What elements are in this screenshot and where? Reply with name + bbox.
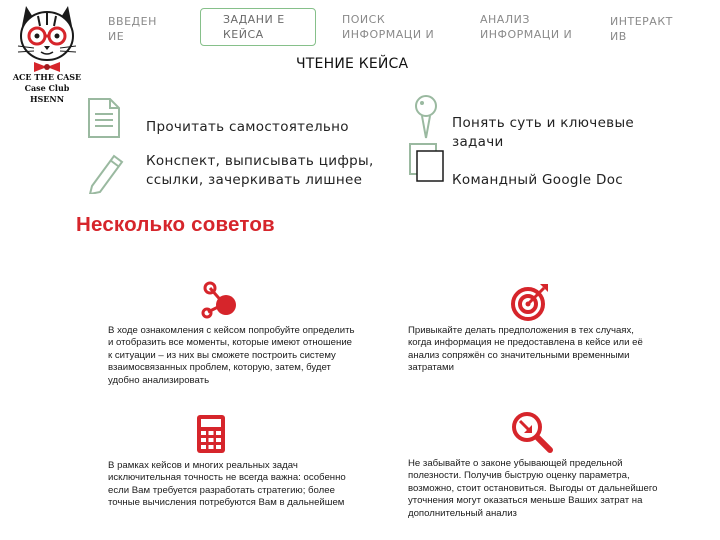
calculator-icon bbox=[196, 414, 226, 458]
tab-interactive[interactable] bbox=[610, 14, 690, 44]
copy-icon bbox=[408, 142, 446, 188]
tip-card-diminishing-utility: Не забывайте о законе убывающей предельной полезности. Получив быструю оценку параметра, возможно, стоит остановиться. Выгоды от дальнейшего уточнения могут оказаться меньше Ваших затрат на дополнительный анализ bbox=[408, 458, 658, 519]
tab-info-search-label: ПОИСК ИНФОРМАЦИ И bbox=[342, 13, 435, 41]
logo-line-1: ACE THE CASE bbox=[12, 72, 82, 82]
tip-take-notes: Конспект, выписывать цифры, ссылки, зачеркивать лишнее bbox=[146, 153, 374, 188]
tab-info-search[interactable] bbox=[342, 12, 442, 42]
tab-case-task-label: ЗАДАНИ Е КЕЙСА bbox=[223, 13, 285, 41]
tab-intro[interactable] bbox=[108, 14, 174, 44]
section-heading: ЧТЕНИЕ КЕЙСА bbox=[296, 56, 409, 72]
logo-line-3: HSENN bbox=[29, 94, 65, 104]
molecule-icon bbox=[200, 278, 240, 324]
tab-case-task[interactable] bbox=[200, 8, 316, 46]
tip-card-precision: В рамках кейсов и многих реальных задач исключительная точность не всегда важна: особенно если Вам требуется разработать стратегию; более точные вычисления потребуются Вам в дальнейшем bbox=[108, 460, 346, 509]
tab-info-analysis[interactable] bbox=[480, 12, 580, 42]
magnifier-icon bbox=[510, 410, 554, 458]
tab-interactive-label: ИНТЕРАКТ ИВ bbox=[610, 15, 673, 43]
tab-intro-label: ВВЕДЕН ИЕ bbox=[108, 15, 157, 43]
tip-understand-key-tasks: Понять суть и ключевые задачи bbox=[452, 115, 635, 150]
tab-info-analysis-label: АНАЛИЗ ИНФОРМАЦИ И bbox=[480, 13, 573, 41]
cat-mascot-icon bbox=[4, 0, 90, 74]
tip-card-assumptions: Привыкайте делать предположения в тех случаях, когда информация не предоставлена в кейсе или её анализ сопряжён со значительными временными затратами bbox=[408, 325, 643, 374]
tip-card-structure: В ходе ознакомления с кейсом попробуйте определить и отобразить все моменты, которые имеют отношение к ситуации – из них вы сможете построить систему взаимосвязанных проблем, которую, затем, будет удобно анализировать bbox=[108, 325, 355, 386]
document-icon bbox=[86, 96, 122, 144]
pencil-icon bbox=[84, 150, 128, 198]
logo-caption bbox=[4, 72, 90, 105]
tips-title: Несколько советов bbox=[76, 213, 275, 236]
target-icon bbox=[510, 282, 550, 326]
pushpin-icon bbox=[410, 94, 442, 144]
logo-line-2: Case Club bbox=[24, 83, 70, 93]
tip-read-yourself: Прочитать самостоятельно bbox=[146, 119, 349, 135]
tip-google-doc: Командный Google Doc bbox=[452, 172, 623, 188]
